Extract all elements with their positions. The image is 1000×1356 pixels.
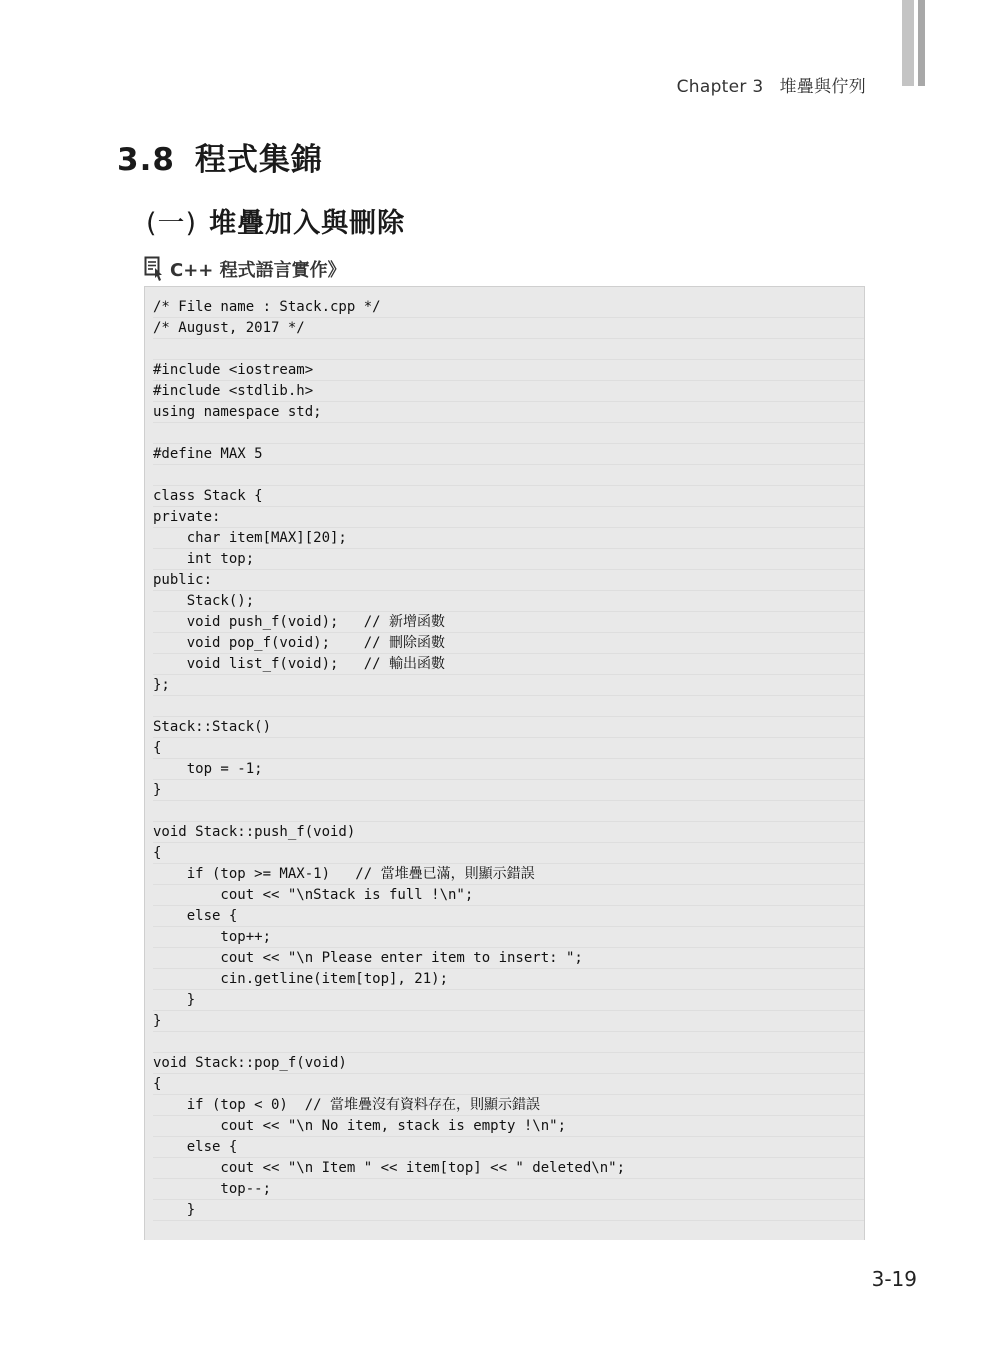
code-line: cout << "\n No item, stack is empty !\n"; <box>153 1116 864 1137</box>
code-line: private: <box>153 507 864 528</box>
document-pointer-icon <box>144 256 164 282</box>
code-line: Stack(); <box>153 591 864 612</box>
code-line: int top; <box>153 549 864 570</box>
section-number: 3.8 <box>117 142 175 178</box>
code-line <box>153 423 864 444</box>
code-line: cout << "\n Item " << item[top] << " deleted\n"; <box>153 1158 864 1179</box>
code-line: public: <box>153 570 864 591</box>
implementation-text: C++ 程式語言實作》 <box>170 260 346 281</box>
code-line: else { <box>153 906 864 927</box>
code-line: } <box>153 990 864 1011</box>
code-listing <box>144 286 865 1240</box>
code-line: }; <box>153 675 864 696</box>
page-edge-bar <box>902 0 914 86</box>
code-line: } <box>153 1011 864 1032</box>
code-line: /* File name : Stack.cpp */ <box>153 297 864 318</box>
code-line <box>153 339 864 360</box>
code-line: char item[MAX][20]; <box>153 528 864 549</box>
code-line: void Stack::pop_f(void) <box>153 1053 864 1074</box>
code-line: else { <box>153 1137 864 1158</box>
code-line: #include <iostream> <box>153 360 864 381</box>
code-line <box>153 1032 864 1053</box>
code-line: void Stack::push_f(void) <box>153 822 864 843</box>
code-line: void list_f(void); // 輸出函數 <box>153 654 864 675</box>
code-line: /* August, 2017 */ <box>153 318 864 339</box>
code-line <box>153 696 864 717</box>
page-number: 3-19 <box>871 1267 917 1291</box>
code-line: #include <stdlib.h> <box>153 381 864 402</box>
code-line: if (top >= MAX-1) // 當堆疊已滿，則顯示錯誤 <box>153 864 864 885</box>
section-heading: 程式集錦 <box>194 142 323 178</box>
code-line: top++; <box>153 927 864 948</box>
page-edge-bar-thin <box>918 0 925 86</box>
code-block <box>145 287 864 1221</box>
code-line: { <box>153 1074 864 1095</box>
code-line <box>153 465 864 486</box>
code-line: { <box>153 738 864 759</box>
subsection-mark: (一) <box>146 208 198 239</box>
code-line: { <box>153 843 864 864</box>
code-line: using namespace std; <box>153 402 864 423</box>
code-line: void push_f(void); // 新增函數 <box>153 612 864 633</box>
code-line: cout << "\n Please enter item to insert: "; <box>153 948 864 969</box>
code-line: cin.getline(item[top], 21); <box>153 969 864 990</box>
chapter-label: Chapter 3 <box>676 77 764 97</box>
code-line: } <box>153 780 864 801</box>
code-line: class Stack { <box>153 486 864 507</box>
section-title <box>117 134 323 179</box>
code-line: #define MAX 5 <box>153 444 864 465</box>
code-line: top--; <box>153 1179 864 1200</box>
subsection-title <box>146 201 405 240</box>
chapter-title: 堆疊與佇列 <box>779 77 866 97</box>
subsection-heading: 堆疊加入與刪除 <box>209 208 406 239</box>
code-line: cout << "\nStack is full !\n"; <box>153 885 864 906</box>
code-line: void pop_f(void); // 刪除函數 <box>153 633 864 654</box>
code-line: Stack::Stack() <box>153 717 864 738</box>
code-line: } <box>153 1200 864 1221</box>
implementation-label <box>144 256 346 282</box>
running-header <box>677 72 866 97</box>
code-line <box>153 801 864 822</box>
code-line: top = -1; <box>153 759 864 780</box>
code-line: if (top < 0) // 當堆疊沒有資料存在，則顯示錯誤 <box>153 1095 864 1116</box>
